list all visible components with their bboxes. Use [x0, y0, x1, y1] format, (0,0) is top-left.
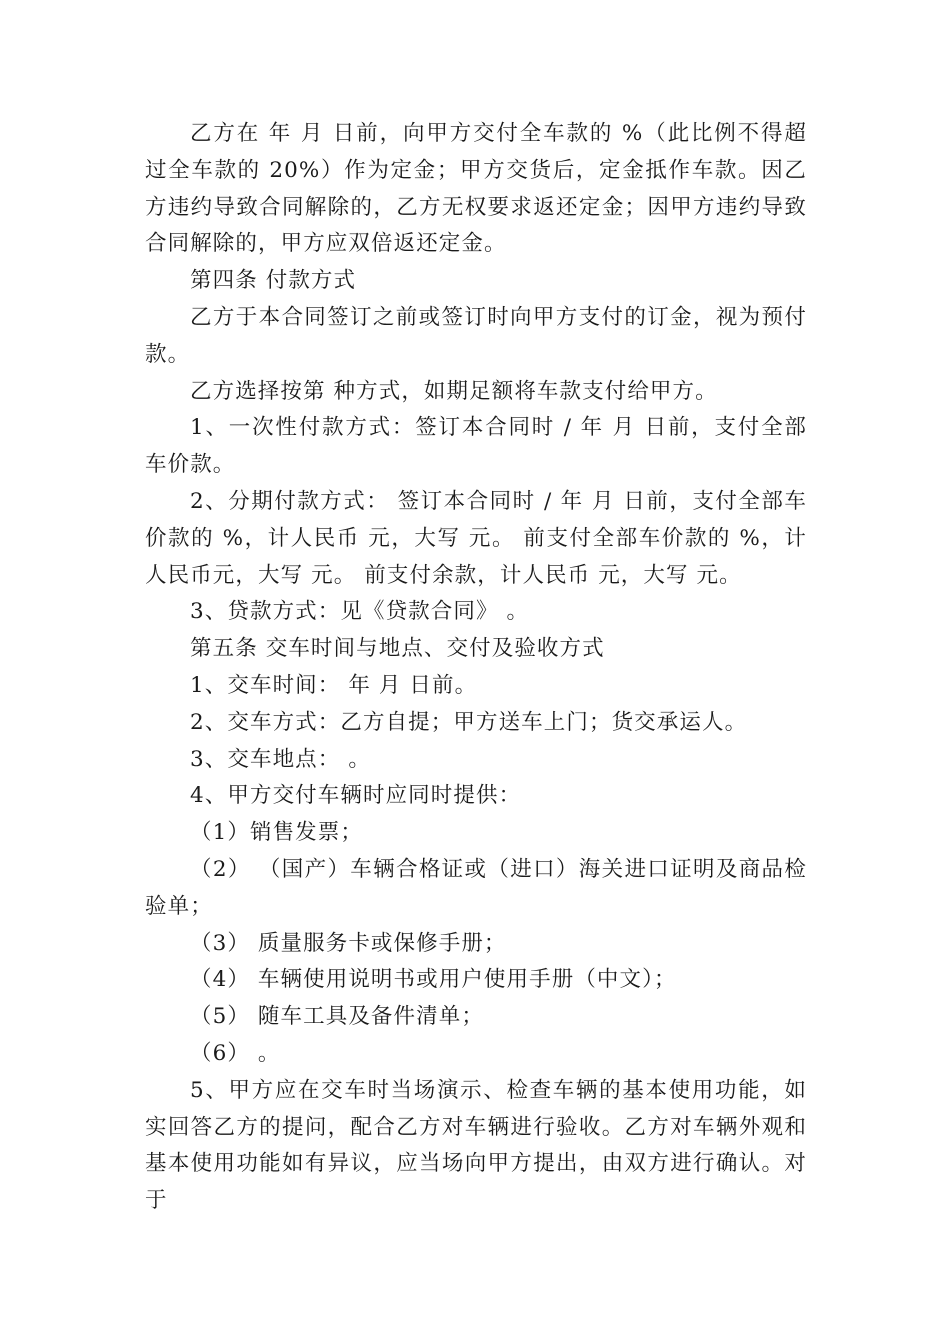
list-item-certificate: （2） （国产）车辆合格证或（进口）海关进口证明及商品检验单；	[145, 856, 807, 919]
list-item-tools: （5） 随车工具及备件清单；	[190, 1004, 484, 1030]
paragraph-inspection: 5、甲方应在交车时当场演示、检查车辆的基本使用功能，如实回答乙方的提问，配合乙方对车辆进行验收。乙方对车辆外观和基本使用功能如有异议，应当场向甲方提出，由双方进行确认。对于	[145, 1077, 807, 1214]
document-body	[145, 116, 807, 1220]
paragraph-delivery-time: 1、交车时间： 年 月 日前。	[190, 672, 478, 698]
list-item-manual: （4） 车辆使用说明书或用户使用手册（中文）；	[190, 967, 677, 993]
list-item-warranty: （3） 质量服务卡或保修手册；	[190, 930, 507, 956]
heading-article-4: 第四条 付款方式	[190, 268, 357, 294]
paragraph-payment-choice: 乙方选择按第 种方式，如期足额将车款支付给甲方。	[190, 378, 718, 404]
paragraph-delivery-place: 3、交车地点： 。	[190, 746, 371, 772]
list-item-invoice: （1）销售发票；	[190, 820, 363, 846]
paragraph-deposit: 乙方在 年 月 日前，向甲方交付全车款的 %（此比例不得超过全车款的 20%）作为定金；甲方交货后，定金抵作车款。因乙方违约导致合同解除的，乙方无权要求返还定金；因甲方违约导致合同解除的，甲方应双倍返还定金。	[145, 121, 807, 257]
paragraph-payment-lump-sum: 1、一次性付款方式：签订本合同时 / 年 月 日前，支付全部车价款。	[145, 415, 807, 478]
paragraph-delivery-method: 2、交车方式：乙方自提；甲方送车上门；货交承运人。	[190, 709, 748, 735]
paragraph-documents-intro: 4、甲方交付车辆时应同时提供：	[190, 783, 522, 809]
paragraph-prepayment: 乙方于本合同签订之前或签订时向甲方支付的订金，视为预付款。	[145, 304, 807, 367]
list-item-other: （6） 。	[190, 1040, 281, 1066]
paragraph-payment-installment: 2、分期付款方式： 签订本合同时 / 年 月 日前，支付全部车价款的 %，计人民币 元，大写 元。 前支付全部车价款的 %，计人民币元，大写 元。 前支付余款，计人民币 元，大写 元。	[145, 488, 807, 588]
heading-article-5: 第五条 交车时间与地点、交付及验收方式	[190, 636, 605, 662]
paragraph-payment-loan: 3、贷款方式：见《贷款合同》 。	[190, 599, 530, 625]
